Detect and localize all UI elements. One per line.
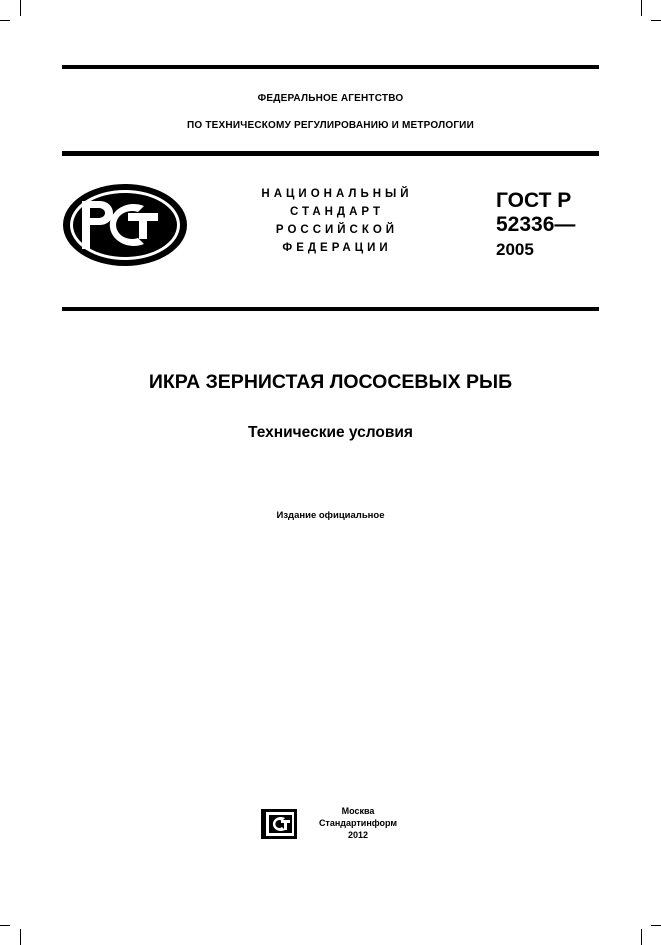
header-rule	[62, 151, 599, 156]
standard-rule	[62, 307, 599, 311]
standartinform-logo-icon	[260, 808, 298, 840]
crop-mark-top-right-v	[641, 0, 642, 16]
crop-mark-top-left-h	[0, 20, 10, 21]
crop-mark-bottom-left-h	[0, 925, 10, 926]
gost-number: 52336—	[496, 213, 576, 236]
gost-label: ГОСТ Р	[496, 189, 572, 212]
top-rule	[62, 65, 599, 69]
edition-note: Издание официальное	[276, 510, 385, 521]
crop-mark-top-right-h	[651, 20, 661, 21]
document-title: ИКРА ЗЕРНИСТАЯ ЛОСОСЕВЫХ РЫБ	[148, 371, 513, 393]
gost-year: 2005	[496, 240, 534, 259]
standard-line-2: СТАНДАРТ	[290, 206, 384, 218]
publisher-year: 2012	[347, 830, 369, 840]
document-subtitle: Технические условия	[248, 424, 413, 441]
publisher-city: Москва	[341, 806, 375, 816]
crop-mark-top-left-v	[20, 0, 21, 16]
agency-line-1: ФЕДЕРАЛЬНОЕ АГЕНТСТВО	[257, 93, 404, 104]
rst-logo-icon	[60, 181, 190, 269]
standard-line-3: РОССИЙСКОЙ	[275, 224, 399, 236]
standard-line-1: НАЦИОНАЛЬНЫЙ	[261, 188, 413, 200]
crop-mark-bottom-right-v	[641, 929, 642, 945]
agency-line-2: ПО ТЕХНИЧЕСКОМУ РЕГУЛИРОВАНИЮ И МЕТРОЛОГИИ	[187, 120, 474, 131]
crop-mark-bottom-right-h	[651, 925, 661, 926]
crop-mark-bottom-left-v	[20, 929, 21, 945]
standard-line-4: ФЕДЕРАЦИИ	[282, 242, 392, 254]
publisher-name: Стандартинформ	[318, 818, 398, 828]
